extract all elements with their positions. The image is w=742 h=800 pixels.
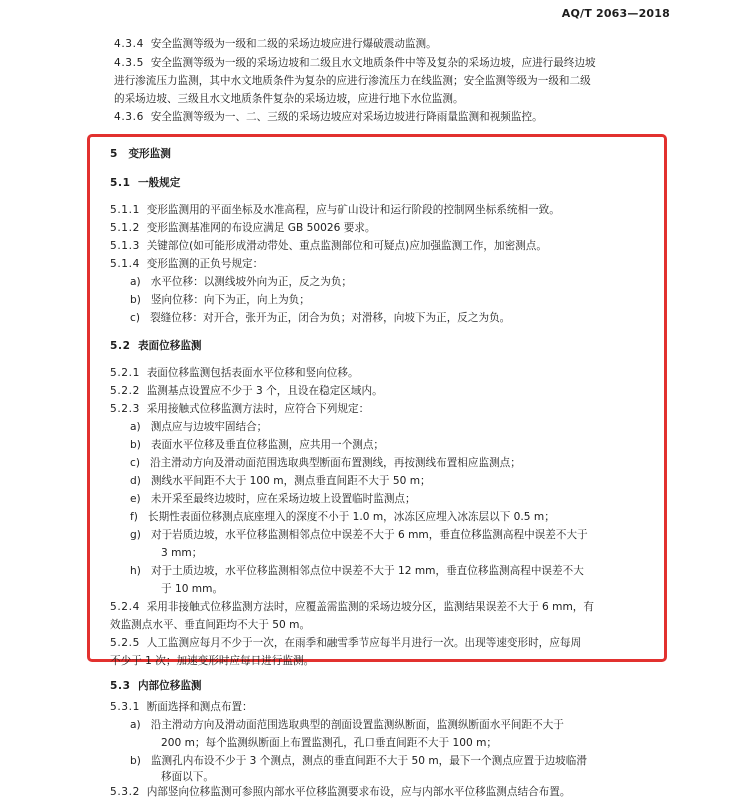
list-label: b) xyxy=(130,294,141,306)
list-text: 测线水平间距不大于 100 m，测点垂直间距不大于 50 m； xyxy=(150,475,431,487)
list-text: 竖向位移：向下为正，向上为负； xyxy=(150,294,310,306)
clause-number: 5.2.4 xyxy=(110,601,140,613)
list-item xyxy=(130,755,587,768)
clause-text: 关键部位(如可能形成滑动带处、重点监测部位和可疑点)应加强监测工作，加密测点。 xyxy=(146,240,547,252)
section-5-2-heading xyxy=(110,340,202,353)
list-item xyxy=(130,719,564,732)
clause-number: 4.3.6 xyxy=(114,111,144,123)
clause-number: 4.3.5 xyxy=(114,57,144,69)
clause-text: 变形监测用的平面坐标及水准高程，应与矿山设计和运行阶段的控制网坐标系统相一致。 xyxy=(146,204,560,216)
list-item xyxy=(130,565,584,578)
list-label: e) xyxy=(130,493,141,505)
clause-number: 5.2.3 xyxy=(110,403,140,415)
list-item-continuation: 200 m；每个监测纵断面上布置监测孔，孔口垂直间距不大于 100 m； xyxy=(161,737,498,749)
list-label: d) xyxy=(130,475,141,487)
list-item xyxy=(130,529,588,542)
clause-5-1-4 xyxy=(110,258,263,271)
clause-5-2-2 xyxy=(110,385,383,398)
list-label: b) xyxy=(130,439,141,451)
clause-text: 内部竖向位移监测可参照内部水平位移监测要求布设，应与内部水平位移监测点结合布置。 xyxy=(146,786,571,798)
list-text: 裂缝位移：对开合，张开为正，闭合为负；对滑移，向坡下为正，反之为负。 xyxy=(150,312,511,324)
list-label: c) xyxy=(130,312,140,324)
clause-number: 4.3.4 xyxy=(114,38,144,50)
clause-5-2-1 xyxy=(110,367,359,380)
clause-number: 5.1.1 xyxy=(110,204,140,216)
section-number: 5.3 xyxy=(110,680,131,692)
clause-number: 5.2.5 xyxy=(110,637,140,649)
list-item xyxy=(130,457,521,470)
clause-number: 5.1.2 xyxy=(110,222,140,234)
clause-5-2-4 xyxy=(110,601,594,614)
clause-5-2-5-line2: 不少于 1 次；加速变形时应每日进行监测。 xyxy=(110,655,315,667)
list-label: a) xyxy=(130,276,141,288)
list-item xyxy=(130,294,310,307)
clause-5-3-2 xyxy=(110,786,570,799)
list-item-continuation: 于 10 mm。 xyxy=(161,583,224,595)
clause-5-1-3 xyxy=(110,240,547,253)
clause-number: 5.1.3 xyxy=(110,240,140,252)
section-number: 5 xyxy=(110,148,118,160)
section-number: 5.1 xyxy=(110,177,131,189)
list-label: a) xyxy=(130,719,141,731)
list-text: 长期性表面位移测点底座埋入的深度不小于 1.0 m，冰冻区应埋入冰冻层以下 0.5 m； xyxy=(147,511,555,523)
clause-number: 5.3.2 xyxy=(110,786,140,798)
clause-4-3-5 xyxy=(114,57,596,70)
clause-4-3-5-line2: 进行渗流压力监测，其中水文地质条件为复杂的应进行渗流压力在线监测；安全监测等级为一级和二级 xyxy=(114,75,591,87)
list-text: 测点应与边坡牢固结合； xyxy=(150,421,268,433)
list-item xyxy=(130,439,384,452)
clause-4-3-6 xyxy=(114,111,543,124)
clause-5-2-3 xyxy=(110,403,369,416)
clause-text: 监测基点设置应不少于 3 个，且设在稳定区域内。 xyxy=(146,385,383,397)
list-label: a) xyxy=(130,421,141,433)
list-item xyxy=(130,276,352,289)
clause-text: 采用非接触式位移监测方法时，应覆盖需监测的采场边坡分区，监测结果误差不大于 6 mm，有 xyxy=(146,601,594,613)
list-item-continuation: 移面以下。 xyxy=(161,771,214,783)
clause-text: 变形监测基准网的布设应满足 GB 50026 要求。 xyxy=(146,222,376,234)
section-5-1-heading xyxy=(110,177,180,190)
list-text: 未开采至最终边坡时，应在采场边坡上设置临时监测点； xyxy=(150,493,416,505)
list-item-continuation: 3 mm； xyxy=(161,547,203,559)
clause-text: 变形监测的正负号规定： xyxy=(146,258,264,270)
list-label: f) xyxy=(130,511,138,523)
list-text: 对于岩质边坡，水平位移监测相邻点位中误差不大于 6 mm，垂直位移监测高程中误差不大于 xyxy=(150,529,588,541)
clause-text: 断面选择和测点布置： xyxy=(146,701,253,713)
section-title: 表面位移监测 xyxy=(137,340,202,352)
clause-5-1-1 xyxy=(110,204,560,217)
section-5-3-heading xyxy=(110,680,202,693)
clause-5-1-2 xyxy=(110,222,376,235)
clause-text: 采用接触式位移监测方法时，应符合下列规定： xyxy=(146,403,370,415)
list-item xyxy=(130,511,555,524)
clause-text: 表面位移监测包括表面水平位移和竖向位移。 xyxy=(146,367,359,379)
clause-5-2-4-line2: 效监测点水平、垂直间距均不大于 50 m。 xyxy=(110,619,311,631)
clause-4-3-4 xyxy=(114,38,437,51)
clause-4-3-5-line3: 的采场边坡、三级且水文地质条件复杂的采场边坡，应进行地下水位监测。 xyxy=(114,93,464,105)
list-label: g) xyxy=(130,529,141,541)
list-text: 沿主滑动方向及滑动面范围选取典型的剖面设置监测纵断面，监测纵断面水平间距不大于 xyxy=(150,719,564,731)
clause-text: 人工监测应每月不少于一次，在雨季和融雪季节应每半月进行一次。出现等速变形时，应每周 xyxy=(146,637,582,649)
clause-number: 5.2.1 xyxy=(110,367,140,379)
list-text: 水平位移：以测线坡外向为正，反之为负； xyxy=(150,276,353,288)
list-label: b) xyxy=(130,755,141,767)
clause-number: 5.3.1 xyxy=(110,701,140,713)
clause-text-line1: 安全监测等级为一级的采场边坡和二级且水文地质条件中等及复杂的采场边坡，应进行最终边坡 xyxy=(150,57,596,69)
list-text: 对于土质边坡，水平位移监测相邻点位中误差不大于 12 mm，垂直位移监测高程中误差不大 xyxy=(150,565,584,577)
list-text: 表面水平位移及垂直位移监测，应共用一个测点； xyxy=(150,439,385,451)
list-item xyxy=(130,421,267,434)
list-item xyxy=(130,312,510,325)
section-title: 变形监测 xyxy=(128,148,171,160)
list-text: 监测孔内布设不少于 3 个测点，测点的垂直间距不大于 50 m，最下一个测点应置于边坡临滑 xyxy=(150,755,587,767)
clause-5-3-1 xyxy=(110,701,253,714)
section-title: 内部位移监测 xyxy=(137,680,202,692)
standard-code: AQ/T 2063—2018 xyxy=(561,7,670,20)
clause-text: 安全监测等级为一、二、三级的采场边坡应对采场边坡进行降雨量监测和视频监控。 xyxy=(150,111,543,123)
clause-number: 5.2.2 xyxy=(110,385,140,397)
section-number: 5.2 xyxy=(110,340,131,352)
list-label: h) xyxy=(130,565,141,577)
list-item xyxy=(130,493,416,506)
section-5-heading xyxy=(110,148,171,161)
clause-number: 5.1.4 xyxy=(110,258,140,270)
list-text: 沿主滑动方向及滑动面范围选取典型断面布置测线，再按测线布置相应监测点； xyxy=(150,457,521,469)
clause-text: 安全监测等级为一级和二级的采场边坡应进行爆破震动监测。 xyxy=(150,38,437,50)
clause-5-2-5 xyxy=(110,637,581,650)
list-item xyxy=(130,475,431,488)
list-label: c) xyxy=(130,457,140,469)
section-title: 一般规定 xyxy=(137,177,181,189)
